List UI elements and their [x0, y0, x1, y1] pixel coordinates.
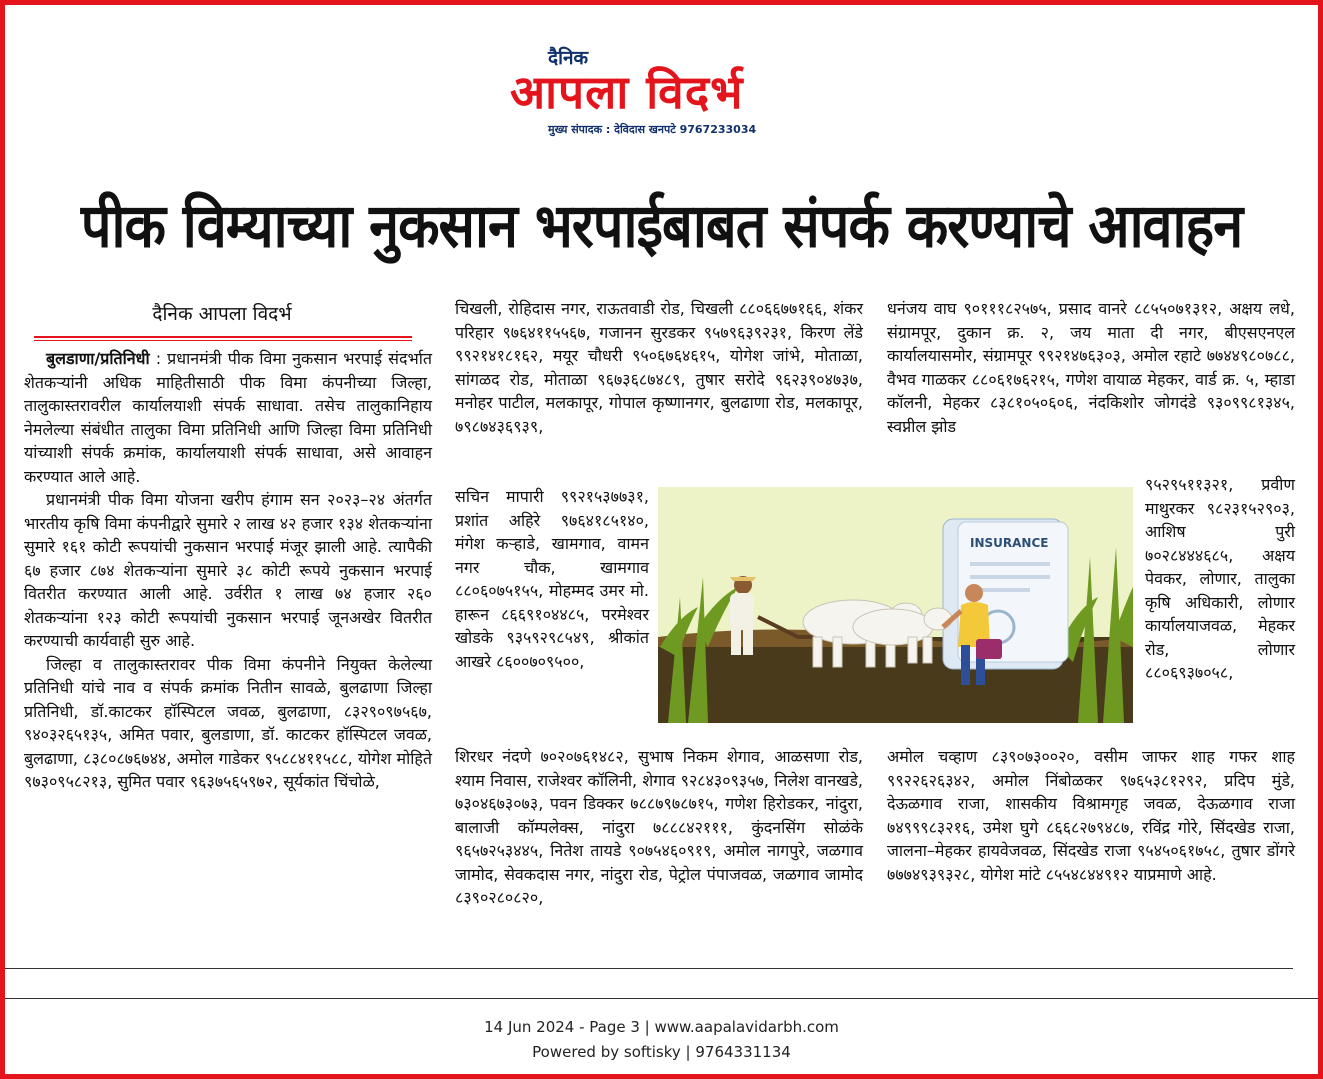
footer-date-page-site: 14 Jun 2024 - Page 3 | www.aapalavidarbh.com — [484, 1018, 839, 1036]
masthead-logo-title: आपला विदर्भ — [510, 65, 744, 119]
article-column-1 — [24, 347, 432, 794]
paragraph-1 — [24, 347, 432, 488]
article-column-2-narrow: सचिन मापारी ९९२१५३७७३१, प्रशांत अहिरे ९७६४१८५१४०, मंगेश कऱ्हाडे, खामगाव, वामन नगर चौक, खामगाव ८८०६०७५१५५, मोहम्मद उमर मो. हारून ८६६९१०४४८५, परमेश्वर खोडके ९३५९२९८५४९, श्रीकांत आखरे ८६००७०९५००, — [455, 487, 649, 671]
headline: पीक विम्याच्या नुकसान भरपाईबाबत संपर्क करण्याचे आवाहन — [80, 190, 1243, 262]
article-column-2-top: चिखली, रोहिदास नगर, राऊतवाडी रोड, चिखली ८८०६६७७१६६, शंकर परिहार ९७६४११५५६७, गजानन सुरडकर ९५७९६३९२३१, किरण लेंडे ९९२१४१८१६२, मयूर चौधरी ९५०६७६४६१५, योगेश जांभे, मोताळा, सांगळद रोड, मोताळा ९६७३६८७४८९, तुषार सरोदे ९६२३९०४७३७, मनोहर पाटील, मलकापूर, गोपाल कृष्णानगर, बुलढाणा रोड, मलकापूर, ७९८७४३६९३९, — [455, 299, 863, 436]
article-column-3-narrow: ९५२९५११३२१, प्रवीण माथुरकर ९८२३१५२९०३, आशिष पुरी ७०२८४४४६८५, अक्षय पेवकर, लोणार, तालुका कृषि अधिकारी, लोणार कार्यालयाजवळ, मेहकर रोड, लोणार ८८०६९३७०५८, — [1145, 475, 1295, 682]
article-column-3-bottom: अमोल चव्हाण ८३९०७३००२०, वसीम जाफर शाह गफर शाह ९९२२६२६३४२, अमोल निंबोळकर ९७६५३८१२९२, प्रदिप मुंडे, देऊळगाव राजा, शासकीय विश्रामगृह जवळ, देऊळगाव राजा ७४९९९८३२१६, उमेश घुगे ८६६८२७९४८७, रविंद्र गोरे, सिंदखेड राजा, जालना–मेहकर हायवेजवळ, सिंदखेड राजा ९५४५०६१७५८, तुषार डोंगरे ७७७४९३९३२८, योगेश मांटे ८५५४८४४९१२ याप्रमाणे आहे. — [887, 747, 1295, 884]
byline-rule — [34, 336, 412, 338]
byline-rule-thin — [34, 340, 412, 341]
dateline: बुलडाणा/प्रतिनिधी — [46, 349, 150, 368]
masthead-daily-label: दैनिक — [548, 47, 589, 69]
paragraph-2: प्रधानमंत्री पीक विमा योजना खरीप हंगाम सन २०२३–२४ अंतर्गत भारतीय कृषि विमा कंपनीद्वारे सुमारे २ लाख ४२ हजार १३४ शेतकऱ्यांना सुमारे १६१ कोटी रूपयांची नुकसान भरपाई मंजूर झाली आहे. त्यापैकी ६७ हजार ८७४ शेतकऱ्यांना सुमारे ३८ कोटी रूपये नुकसान भरपाई वितरीत करण्यात आली आहे. उर्वरीत १ लाख ७४ हजार २६० शेतकऱ्यांना १२३ कोटी रूपयांची नुकसान भरपाई जूनअखेर वितरीत करण्याची कार्यवाही सुरु आहे. — [24, 490, 432, 650]
article-column-2-bottom: शिरधर नंदणे ७०२०७६१४८२, सुभाष निकम शेगाव, आळसणा रोड, श्याम निवास, राजेश्वर कॉलिनी, शेगाव ९२८४३०९३५७, निलेश वानखडे, ७३०४६७३०७३, पवन डिक्कर ७८८७९७८७१५, गणेश हिरोडकर, नांदुरा, बालाजी कॉम्पलेक्स, नांदुरा ७८८८४२१११, कुंदनसिंग सोळंके ९६५७२५३४४५, नितेश तायडे ९०७५४६०९१९, अमोल नागपुरे, जळगाव जामोद, सेवकदास नगर, नांदुरा रोड, पेट्रोल पंपाजवळ, जळगाव जामोद ८३९०२८०८२०, — [455, 747, 863, 907]
article-column-3-top: धनंजय वाघ ९०१११८२५७५, प्रसाद वानरे ८८५५०७१३१२, अक्षय लधे, संग्रामपूर, दुकान क्र. २, जय माता दी नगर, बीएसएनएल कार्यालयासमोर, संग्रामपूर ९९२१४७६३०३, अमोल रहाटे ७७४४९८०७८८, वैभव गाळकर ८८०६१७६२१५, गणेश वायाळ मेहकर, वार्ड क्र. ५, म्हाडा कॉलनी, मेहकर ८३८१०५०६०६, नंदकिशोर जोगदंडे ९३०९९८१३४५, स्वप्नील झोड — [887, 299, 1295, 436]
byline: दैनिक आपला विदर्भ — [152, 303, 292, 325]
footer-rule — [5, 998, 1318, 999]
insurance-sign-text: INSURANCE — [970, 536, 1049, 550]
briefcase-icon — [976, 639, 1002, 659]
masthead-editor-line: मुख्य संपादक : देविदास खनपटे 9767233034 — [548, 123, 757, 136]
paragraph-1-text: : प्रधानमंत्री पीक विमा नुकसान भरपाई संदर्भात शेतकऱ्यांनी अधिक माहितीसाठी पीक विमा कंपनीच्या जिल्हा, तालुकास्तरावरील कार्यालयाशी संपर्क साधावा. तसेच तालुकानिहाय नेमलेल्या संबंधीत तालुका विमा प्रतिनिधी आणि जिल्हा विमा प्रतिनिधी यांच्याशी संपर्क क्रमांक, कार्यालयाशी संपर्क साधावा, असे आवाहन करण्यात आले आहे. — [24, 349, 432, 486]
illustration-svg — [658, 487, 1133, 723]
paragraph-3: जिल्हा व तालुकास्तरावर पीक विमा कंपनीने नियुक्त केलेल्या प्रतिनिधी यांचे नाव व संपर्क क्रमांक नितीन सावळे, बुलढाणा जिल्हा प्रतिनिधी, डॉ.काटकर हॉस्पिटल जवळ, बुलढाणा, ८३२९०९७५६७, ९४०३२६५१३५, अमित पवार, बुलडाणा, डॉ. काटकर हॉस्पिटल जवळ, बुलढाणा, ८३८०८७६७४४, अमोल गाडेकर ९५८८४११५८८, योगेश मोहिते ९७३०९५८२१३, सुमित पवार ९६३७५६५९७२, सूर्यकांत चिंचोळे, — [24, 654, 432, 791]
farmer-insurance-illustration — [658, 487, 1133, 723]
footer-powered-by: Powered by softisky | 9764331134 — [532, 1043, 791, 1061]
footer-rule-top — [5, 968, 1293, 969]
